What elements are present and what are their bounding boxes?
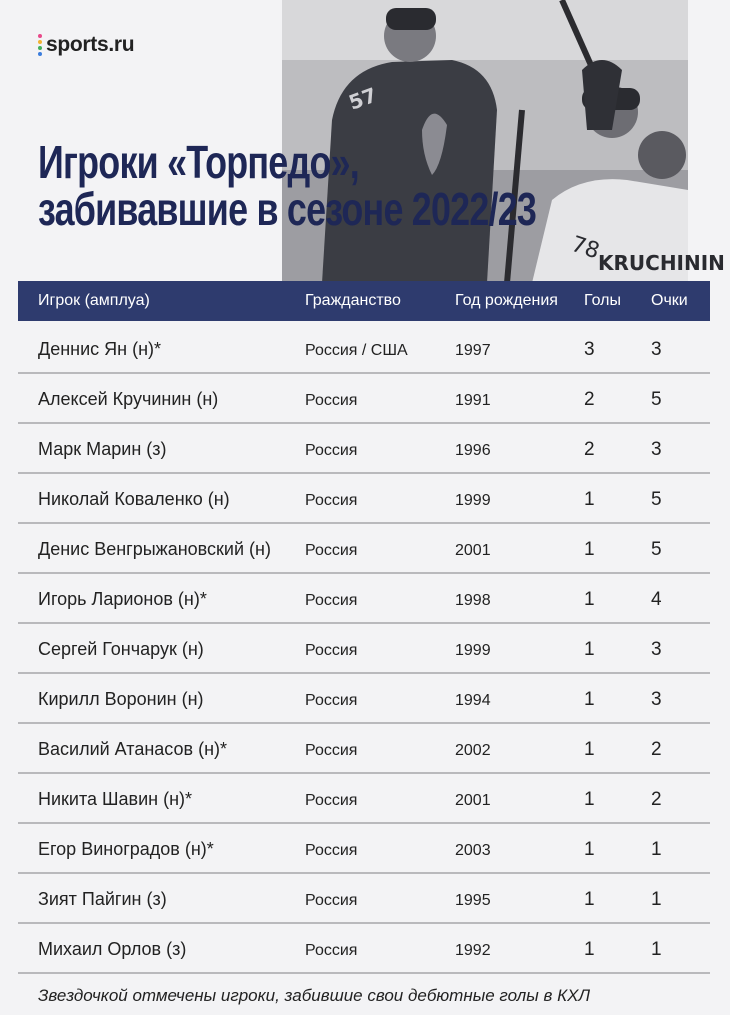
header-player: Игрок (амплуа) bbox=[38, 292, 150, 309]
player-citizenship: Россия bbox=[305, 592, 358, 609]
player-name: Егор Виноградов (н)* bbox=[38, 839, 214, 859]
player-citizenship: Россия bbox=[305, 442, 358, 459]
logo-dot bbox=[38, 52, 42, 56]
player-goals: 1 bbox=[584, 889, 595, 910]
player-citizenship: Россия bbox=[305, 792, 358, 809]
player-birth-year: 1999 bbox=[455, 642, 491, 659]
logo-dots-icon bbox=[38, 34, 42, 56]
jersey-name: KRUCHININ bbox=[598, 251, 725, 275]
player-goals: 1 bbox=[584, 489, 595, 510]
player-points: 3 bbox=[651, 689, 662, 710]
player-goals: 1 bbox=[584, 739, 595, 760]
player-birth-year: 1998 bbox=[455, 592, 491, 609]
player-name: Марк Марин (з) bbox=[38, 439, 167, 459]
player-birth-year: 1997 bbox=[455, 342, 491, 359]
page-title bbox=[38, 136, 537, 235]
player-birth-year: 1992 bbox=[455, 942, 491, 959]
player-citizenship: Россия bbox=[305, 542, 358, 559]
table-row bbox=[18, 824, 710, 874]
player-birth-year: 1999 bbox=[455, 492, 491, 509]
table-row bbox=[18, 374, 710, 424]
players-table bbox=[18, 324, 710, 974]
table-row bbox=[18, 574, 710, 624]
logo-dot bbox=[38, 40, 42, 44]
player-points: 1 bbox=[651, 839, 662, 860]
player-citizenship: Россия bbox=[305, 842, 358, 859]
header-birth-year: Год рождения bbox=[455, 292, 558, 309]
player-points: 5 bbox=[651, 389, 662, 410]
footnote: Звездочкой отмечены игроки, забившие свои дебютные голы в КХЛ bbox=[38, 986, 591, 1005]
player-points: 5 bbox=[651, 489, 662, 510]
player-citizenship: Россия bbox=[305, 942, 358, 959]
player-points: 3 bbox=[651, 639, 662, 660]
player-goals: 1 bbox=[584, 639, 595, 660]
player-goals: 1 bbox=[584, 689, 595, 710]
player-name: Кирилл Воронин (н) bbox=[38, 689, 204, 709]
jersey-number-78: 78 bbox=[568, 231, 603, 265]
sports-ru-logo[interactable] bbox=[38, 33, 134, 57]
player-name: Василий Атанасов (н)* bbox=[38, 739, 228, 759]
player-birth-year: 2002 bbox=[455, 742, 491, 759]
header-points: Очки bbox=[651, 292, 688, 309]
title-line-1: Игроки «Торпедо», bbox=[38, 136, 359, 188]
table-row bbox=[18, 874, 710, 924]
table-row bbox=[18, 624, 710, 674]
player-points: 2 bbox=[651, 739, 662, 760]
player-citizenship: Россия bbox=[305, 692, 358, 709]
player-goals: 2 bbox=[584, 439, 595, 460]
table-row bbox=[18, 524, 710, 574]
player-citizenship: Россия bbox=[305, 492, 358, 509]
player-birth-year: 2001 bbox=[455, 792, 491, 809]
logo-dot bbox=[38, 46, 42, 50]
player-name: Михаил Орлов (з) bbox=[38, 939, 187, 959]
player-goals: 1 bbox=[584, 589, 595, 610]
logo-text: sports.ru bbox=[46, 33, 135, 56]
player-name: Никита Шавин (н)* bbox=[38, 789, 193, 809]
table-row bbox=[18, 774, 710, 824]
player-goals: 1 bbox=[584, 839, 595, 860]
player-citizenship: Россия bbox=[305, 392, 358, 409]
player-citizenship: Россия bbox=[305, 742, 358, 759]
player-points: 3 bbox=[651, 439, 662, 460]
player-goals: 2 bbox=[584, 389, 595, 410]
header-goals: Голы bbox=[584, 292, 621, 309]
table-row bbox=[18, 674, 710, 724]
player-goals: 3 bbox=[584, 339, 595, 360]
player-birth-year: 2001 bbox=[455, 542, 491, 559]
header-citizenship: Гражданство bbox=[305, 292, 401, 309]
logo-dot bbox=[38, 34, 42, 38]
player-points: 2 bbox=[651, 789, 662, 810]
player-name: Алексей Кручинин (н) bbox=[38, 389, 219, 409]
player-citizenship: Россия bbox=[305, 892, 358, 909]
table-row bbox=[18, 724, 710, 774]
player-points: 4 bbox=[651, 589, 662, 610]
title-line-2: забивавшие в сезоне 2022/23 bbox=[38, 183, 537, 235]
player-name: Сергей Гончарук (н) bbox=[38, 639, 204, 659]
player-birth-year: 1996 bbox=[455, 442, 491, 459]
player-name: Денис Венгрыжановский (н) bbox=[38, 539, 271, 559]
player-birth-year: 2003 bbox=[455, 842, 491, 859]
jersey-number-57: 57 bbox=[345, 82, 380, 115]
table-row bbox=[18, 924, 710, 974]
table-row bbox=[18, 474, 710, 524]
player-goals: 1 bbox=[584, 939, 595, 960]
player-name: Зият Пайгин (з) bbox=[38, 889, 167, 909]
player-points: 1 bbox=[651, 939, 662, 960]
table-header bbox=[18, 281, 710, 321]
table-row bbox=[18, 424, 710, 474]
player-points: 5 bbox=[651, 539, 662, 560]
player-citizenship: Россия bbox=[305, 642, 358, 659]
player-birth-year: 1994 bbox=[455, 692, 491, 709]
player-name: Игорь Ларионов (н)* bbox=[38, 589, 207, 609]
table-row bbox=[18, 324, 710, 374]
player-goals: 1 bbox=[584, 789, 595, 810]
player-name: Деннис Ян (н)* bbox=[38, 339, 162, 359]
player-name: Николай Коваленко (н) bbox=[38, 489, 230, 509]
player-birth-year: 1995 bbox=[455, 892, 491, 909]
player-points: 1 bbox=[651, 889, 662, 910]
player-citizenship: Россия / США bbox=[305, 342, 408, 359]
player-birth-year: 1991 bbox=[455, 392, 491, 409]
player-points: 3 bbox=[651, 339, 662, 360]
player-goals: 1 bbox=[584, 539, 595, 560]
